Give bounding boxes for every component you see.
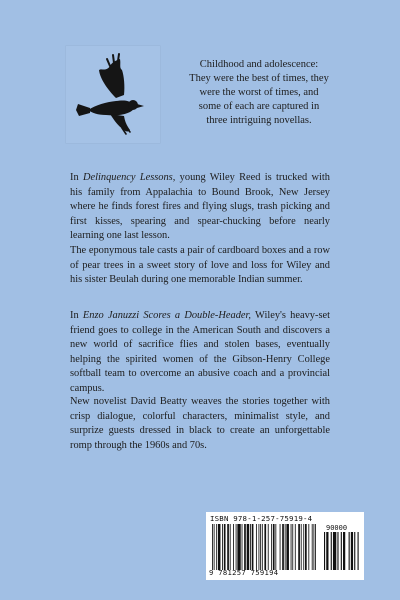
barcode-bar — [282, 524, 284, 570]
barcode-bar — [256, 524, 257, 570]
barcode-bar — [224, 524, 226, 570]
barcode-bar — [331, 532, 332, 570]
crow-photo — [66, 46, 160, 143]
barcode-bar — [260, 524, 261, 570]
barcode-bar — [244, 524, 246, 570]
price-barcode-bars — [324, 532, 362, 570]
paragraph-text: New novelist David Beatty weaves the stories together with crisp dialogue, colorful characters, minimalist style, and surprize guests dressed in black to create an unforgettable romp through the 1960s and 70s. — [70, 396, 330, 451]
crow-icon — [66, 46, 160, 143]
barcode-bar — [252, 524, 254, 570]
novella-title: Delinquency Lessons, — [82, 172, 176, 183]
barcode-bar — [291, 524, 292, 570]
isbn-label: ISBN 978-1-257-75919-4 — [210, 514, 313, 523]
paragraph-text: young Wiley Reed is trucked with his family from Appalachia to Bound Brook, New Jersey where he finds forest fires and flying slugs, trash picking and first kisses, spearing and spear-chucking before nearly learning one last lesson. — [70, 172, 330, 242]
barcode-bar — [341, 532, 342, 570]
paragraph-text: The eponymous tale casts a pair of cardboard boxes and a row of pear trees in a sweet story of love and loss for Wiley and his sister Beulah during one memorable Indian summer. — [70, 245, 330, 286]
barcode-bar — [259, 524, 260, 570]
barcode-bar — [354, 532, 355, 570]
barcode-bar — [268, 524, 269, 570]
barcode-bar — [242, 524, 243, 570]
barcode-bar — [285, 524, 286, 570]
barcode-bar — [324, 532, 325, 570]
barcode-bar — [358, 532, 359, 570]
isbn-barcode — [206, 512, 364, 580]
barcode-bar — [233, 524, 234, 570]
barcode-bar — [343, 532, 345, 570]
barcode-bar — [262, 524, 263, 570]
barcode-digits: 9 781257 759194 — [209, 568, 279, 577]
barcode-bar — [295, 524, 296, 570]
barcode-bar — [298, 524, 300, 570]
barcode-bar — [312, 524, 313, 570]
barcode-bar — [247, 524, 250, 570]
tagline-line: three intriguing novellas. — [206, 115, 312, 126]
barcode-bar — [333, 532, 336, 570]
barcode-bar — [264, 524, 266, 570]
barcode-bar — [222, 524, 223, 570]
barcode-bar — [216, 524, 217, 570]
paragraph-prefix: In — [70, 172, 83, 183]
barcode-bar — [308, 524, 309, 570]
barcode-bar — [292, 524, 293, 570]
barcode-bar — [313, 524, 314, 570]
tagline-line: some of each are captured in — [198, 101, 320, 112]
paragraph-delinquency-lessons — [70, 171, 330, 244]
barcode-bar — [236, 524, 237, 570]
barcode-bar — [273, 524, 275, 570]
paragraph-eponymous-tale — [70, 244, 330, 288]
barcode-bar — [280, 524, 281, 570]
barcode-bar — [351, 532, 353, 570]
barcode-bar — [275, 524, 276, 570]
barcode-bar — [349, 532, 350, 570]
barcode-bar — [303, 524, 304, 570]
price-code: 90000 — [326, 524, 348, 532]
barcode-bar — [250, 524, 251, 570]
paragraph-enzo-januzzi — [70, 309, 330, 397]
barcode-bar — [326, 532, 328, 570]
tagline-line: were the worst of times, and — [199, 87, 319, 98]
paragraph-author-summary — [70, 395, 330, 453]
tagline-line: Childhood and adolescence: — [199, 59, 319, 70]
barcode-bar — [305, 524, 307, 570]
barcode-bar — [286, 524, 289, 570]
tagline — [176, 58, 342, 128]
barcode-bar — [301, 524, 302, 570]
barcode-bar — [214, 524, 215, 570]
barcode-bar — [212, 524, 213, 570]
barcode-bar — [271, 524, 272, 570]
barcode-bar — [218, 524, 221, 570]
novella-title: Enzo Januzzi Scores a Double-Header, — [82, 310, 251, 321]
paragraph-prefix: In — [70, 310, 83, 321]
barcode-bars — [212, 524, 316, 570]
paragraph-text: Wiley's heavy-set friend goes to college in the American South and discovers a new world of sacrifice flies and stolen bases, eventually helping the spirited women of the Gibson-Henry College softball team to overcome an abusive coach and a provincial campus. — [70, 310, 330, 394]
barcode-bar — [230, 524, 231, 570]
barcode-bar — [337, 532, 338, 570]
tagline-line: They were the best of times, they — [189, 73, 329, 84]
barcode-bar — [315, 524, 316, 570]
barcode-bar — [237, 524, 240, 570]
barcode-bar — [227, 524, 229, 570]
